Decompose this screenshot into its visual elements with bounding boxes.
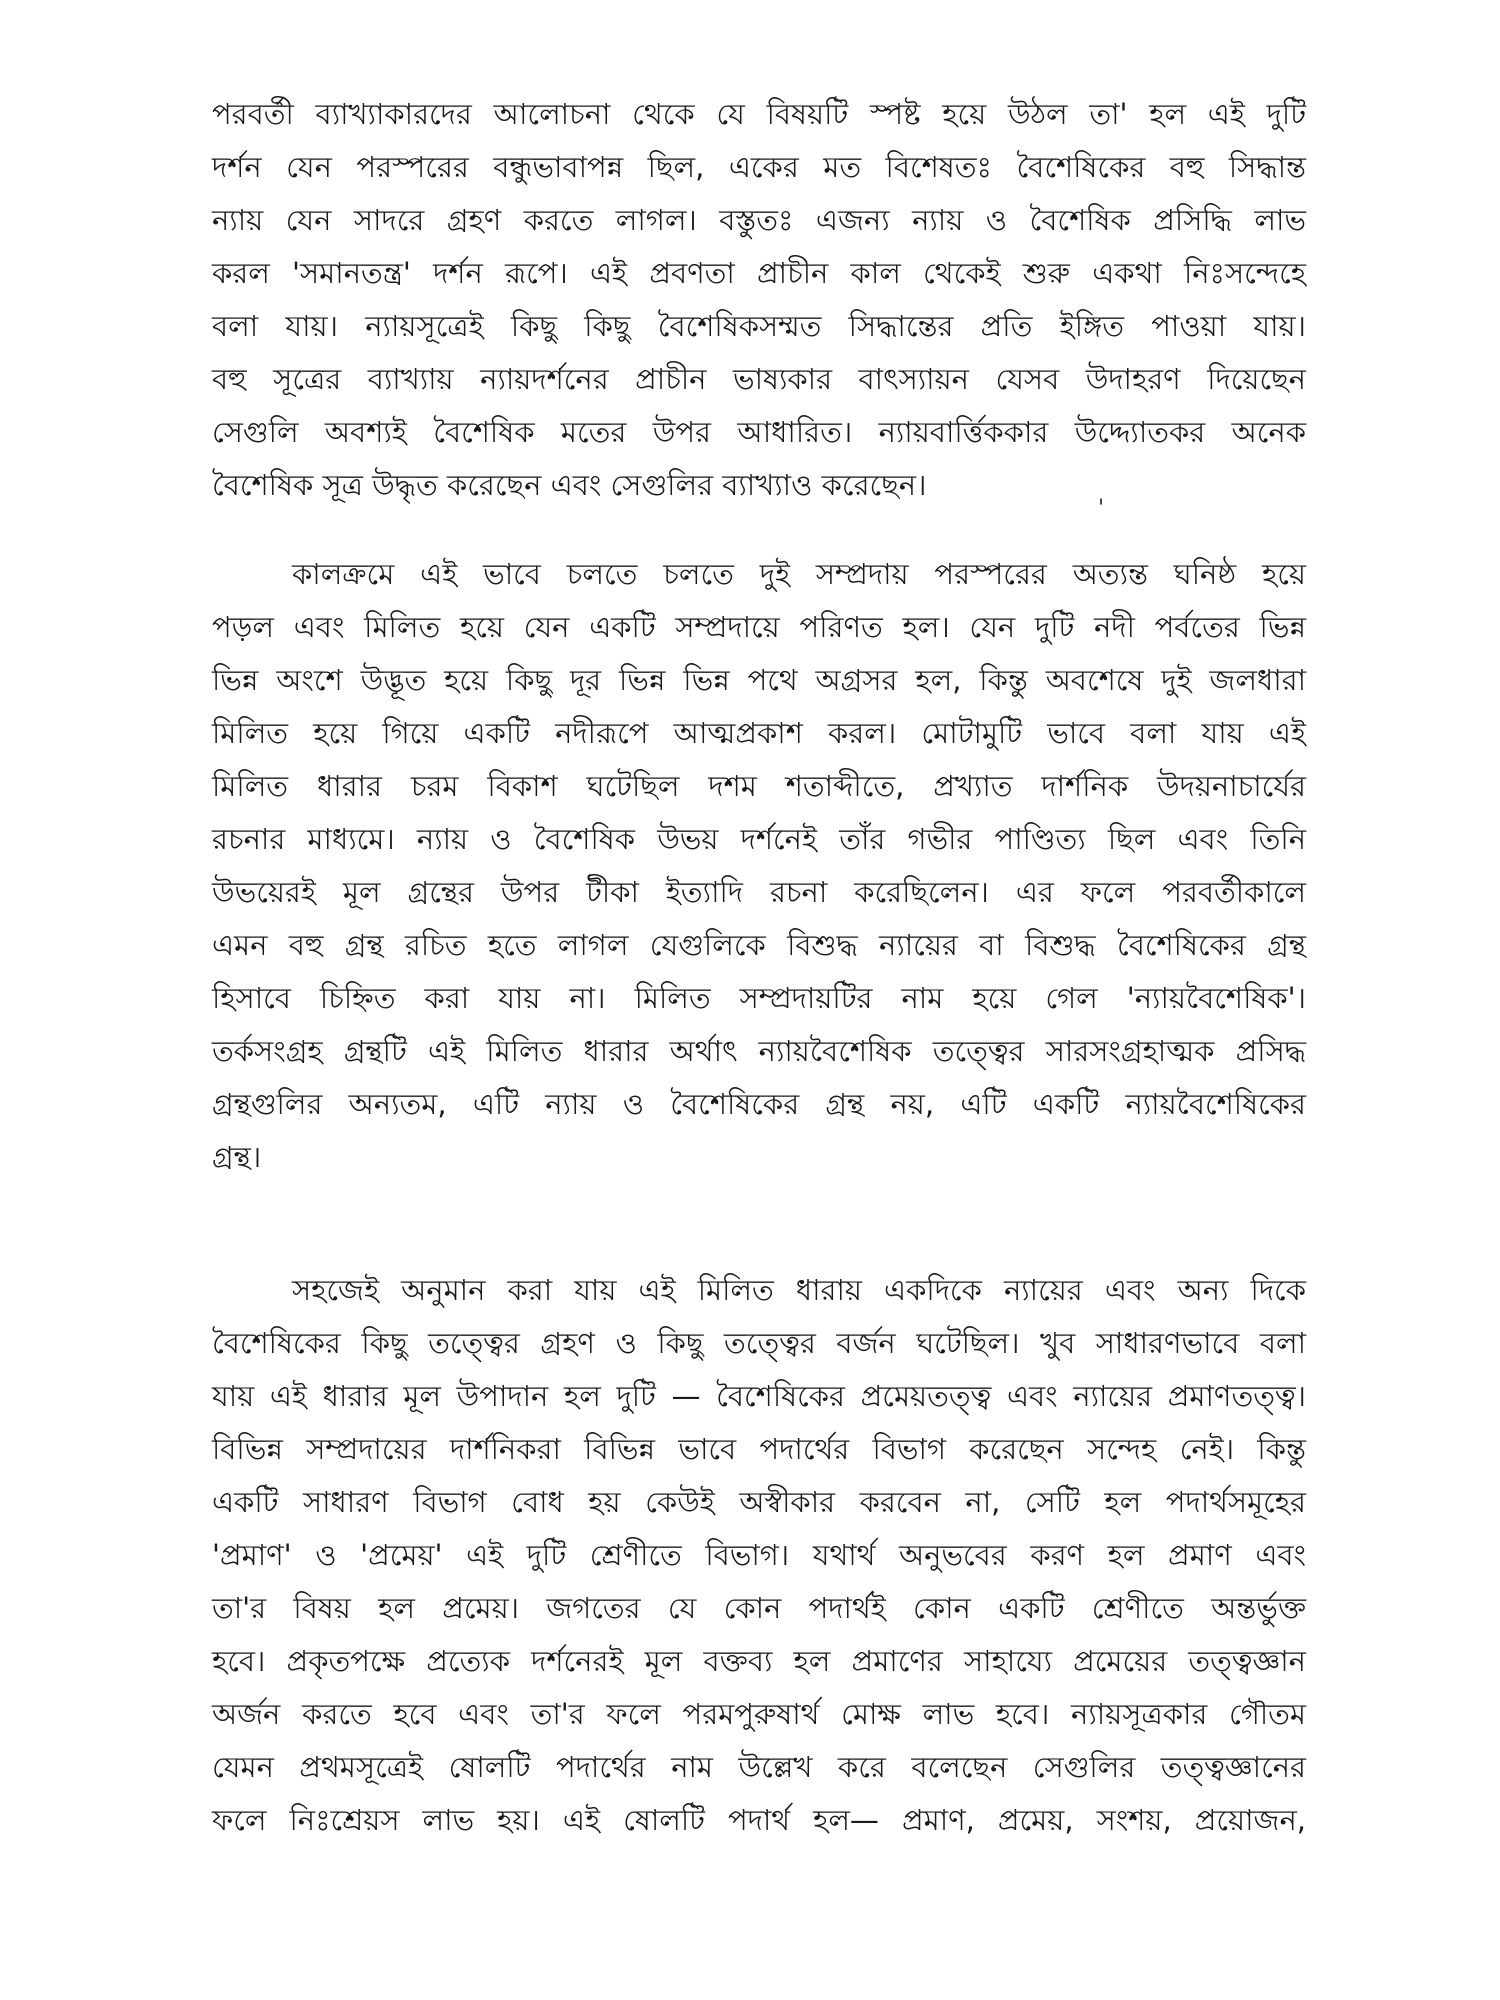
text-line: রচনার মাধ্যমে। ন্যায় ও বৈশেষিক উভয় দর্শনেই তাঁর গভীর পাণ্ডিত্য ছিল এবং তিনি (212, 822, 1306, 856)
text-line: পড়ল এবং মিলিত হয়ে যেন একটি সম্প্রদায়ে পরিণত হল। যেন দুটি নদী পর্বতের ভিন্ন (212, 610, 1306, 644)
text-line: কালক্রমে এই ভাবে চলতে চলতে দুই সম্প্রদায় পরস্পরের অত্যন্ত ঘনিষ্ঠ হয়ে (292, 557, 1306, 591)
text-line: যেমন প্রথমসূত্রেই ষোলটি পদার্থের নাম উল্লেখ করে বলেছেন সেগুলির তত্ত্বজ্ঞানের (212, 1750, 1306, 1784)
text-line: মিলিত ধারার চরম বিকাশ ঘটেছিল দশম শতাব্দীতে, প্রখ্যাত দার্শনিক উদয়নাচার্যের (212, 769, 1306, 803)
paragraph-3 (212, 1264, 1306, 1847)
text-line: দর্শন যেন পরস্পরের বন্ধুভাবাপন্ন ছিল, একের মত বিশেষতঃ বৈশেষিকের বহু সিদ্ধান্ত (212, 150, 1306, 184)
text-line: 'প্রমাণ' ও 'প্রমেয়' এই দুটি শ্রেণীতে বিভাগ। যথার্থ অনুভবের করণ হল প্রমাণ এবং (212, 1538, 1306, 1572)
text-line: বলা যায়। ন্যায়সূত্রেই কিছু কিছু বৈশেষিকসম্মত সিদ্ধান্তের প্রতি ইঙ্গিত পাওয়া যায়। (212, 309, 1306, 343)
text-line: সেগুলি অবশ্যই বৈশেষিক মতের উপর আধারিত। ন্যায়বার্ত্তিককার উদ্দ্যোতকর অনেক (212, 415, 1306, 449)
text-line: করল 'সমানতন্ত্র' দর্শন রূপে। এই প্রবণতা প্রাচীন কাল থেকেই শুরু একথা নিঃসন্দেহে (212, 256, 1306, 290)
text-line: তর্কসংগ্রহ গ্রন্থটি এই মিলিত ধারার অর্থাৎ ন্যায়বৈশেষিক তত্ত্বের সারসংগ্রহাত্মক প্রসিদ্ধ (212, 1034, 1306, 1068)
text-line: হিসাবে চিহ্নিত করা যায় না। মিলিত সম্প্রদায়টির নাম হয়ে গেল 'ন্যায়বৈশেষিক'। (212, 981, 1306, 1015)
text-line: অর্জন করতে হবে এবং তা'র ফলে পরমপুরুষার্থ মোক্ষ লাভ হবে। ন্যায়সূত্রকার গৌতম (212, 1697, 1306, 1731)
text-line: বৈশেষিক সূত্র উদ্ধৃত করেছেন এবং সেগুলির ব্যাখ্যাও করেছেন। (212, 468, 927, 502)
text-line: বিভিন্ন সম্প্রদায়ের দার্শনিকরা বিভিন্ন ভাবে পদার্থের বিভাগ করেছেন সন্দেহ নেই। কিন্তু (212, 1432, 1306, 1466)
paragraph-1 (212, 88, 1306, 512)
text-line: বহু সূত্রের ব্যাখ্যায় ন্যায়দর্শনের প্রাচীন ভাষ্যকার বাৎস্যায়ন যেসব উদাহরণ দিয়েছেন (212, 362, 1306, 396)
text-line: বৈশেষিকের কিছু তত্ত্বের গ্রহণ ও কিছু তত্ত্বের বর্জন ঘটেছিল। খুব সাধারণভাবে বলা (212, 1326, 1306, 1360)
text-line: সহজেই অনুমান করা যায় এই মিলিত ধারায় একদিকে ন্যায়ের এবং অন্য দিকে (292, 1273, 1306, 1307)
stray-mark: ' (1098, 496, 1105, 521)
text-line: ন্যায় যেন সাদরে গ্রহণ করতে লাগল। বস্তুতঃ এজন্য ন্যায় ও বৈশেষিক প্রসিদ্ধি লাভ (212, 203, 1306, 237)
text-line: গ্রন্থগুলির অন্যতম, এটি ন্যায় ও বৈশেষিকের গ্রন্থ নয়, এটি একটি ন্যায়বৈশেষিকের (212, 1087, 1306, 1121)
text-line: ফলে নিঃশ্রেয়স লাভ হয়। এই ষোলটি পদার্থ হল— প্রমাণ, প্রমেয়, সংশয়, প্রয়োজন, (212, 1803, 1306, 1837)
text-line: গ্রন্থ। (212, 1140, 262, 1174)
text-line: যায় এই ধারার মূল উপাদান হল দুটি — বৈশেষিকের প্রমেয়তত্ত্ব এবং ন্যায়ের প্রমাণতত্ত্ব। (212, 1379, 1306, 1413)
text-line: উভয়েরই মূল গ্রন্থের উপর টীকা ইত্যাদি রচনা করেছিলেন। এর ফলে পরবর্তীকালে (212, 875, 1306, 909)
text-line: পরবর্তী ব্যাখ্যাকারদের আলোচনা থেকে যে বিষয়টি স্পষ্ট হয়ে উঠল তা' হল এই দুটি (212, 97, 1306, 131)
text-line: এমন বহু গ্রন্থ রচিত হতে লাগল যেগুলিকে বিশুদ্ধ ন্যায়ের বা বিশুদ্ধ বৈশেষিকের গ্রন্থ (212, 928, 1306, 962)
text-line: মিলিত হয়ে গিয়ে একটি নদীরূপে আত্মপ্রকাশ করল। মোটামুটি ভাবে বলা যায় এই (212, 716, 1306, 750)
text-line: ভিন্ন অংশে উদ্ভূত হয়ে কিছু দূর ভিন্ন ভিন্ন পথে অগ্রসর হল, কিন্তু অবশেষে দুই জলধারা (212, 663, 1306, 697)
text-line: তা'র বিষয় হল প্রমেয়। জগতের যে কোন পদার্থই কোন একটি শ্রেণীতে অন্তর্ভুক্ত (212, 1591, 1306, 1625)
paragraph-2 (212, 548, 1306, 1184)
text-line: একটি সাধারণ বিভাগ বোধ হয় কেউই অস্বীকার করবেন না, সেটি হল পদার্থসমূহের (212, 1485, 1306, 1519)
text-line: হবে। প্রকৃতপক্ষে প্রত্যেক দর্শনেরই মূল বক্তব্য হল প্রমাণের সাহায্যে প্রমেয়ের তত্ত্বজ্ঞান (212, 1644, 1306, 1678)
